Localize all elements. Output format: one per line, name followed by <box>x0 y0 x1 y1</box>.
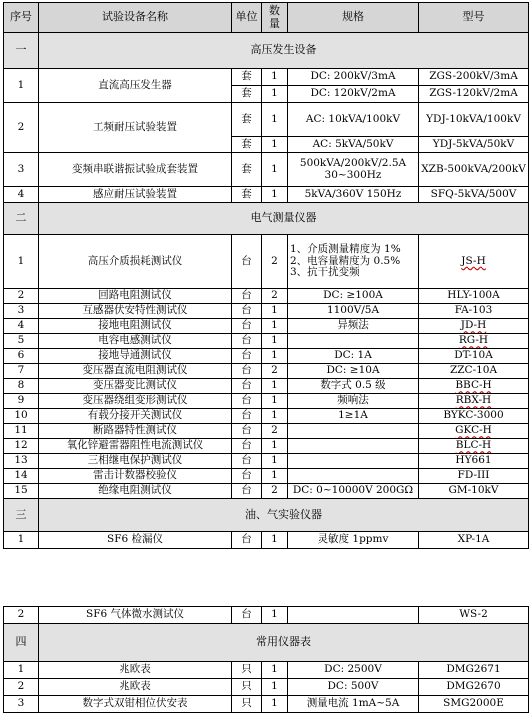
cell-unit: 台 <box>232 454 262 469</box>
section-row <box>4 499 529 532</box>
cell-model: XP-1A <box>419 532 529 549</box>
table-row <box>4 532 529 549</box>
table-row <box>4 424 529 439</box>
cell-no: 4 <box>4 187 39 203</box>
cell-model: BYKC-3000 <box>419 409 529 424</box>
cell-name: 变频串联谐振试验成套装置 <box>39 153 232 187</box>
section-number: 二 <box>4 203 39 235</box>
cell-no: 8 <box>4 379 39 394</box>
cell-spec: AC: 5kVA/50kV <box>288 137 419 153</box>
cell-model: ZZC-10A <box>419 364 529 379</box>
cell-name: 接地电阻测试仪 <box>39 319 232 334</box>
cell-spec: DC: 500V <box>288 679 419 696</box>
cell-name: 变压器变比测试仪 <box>39 379 232 394</box>
cell-unit: 台 <box>232 304 262 319</box>
cell-name: 互感器伏安特性测试仪 <box>39 304 232 319</box>
cell-unit: 台 <box>232 439 262 454</box>
cell-no: 2 <box>4 289 39 304</box>
cell-no: 7 <box>4 364 39 379</box>
cell-no: 3 <box>4 696 39 713</box>
cell-no: 6 <box>4 349 39 364</box>
cell-name: 感应耐压试验装置 <box>39 187 232 203</box>
cell-model: ZGS-200kV/3mA <box>419 69 529 86</box>
cell-qty: 1 <box>262 103 288 137</box>
cell-qty: 1 <box>262 187 288 203</box>
cell-spec: DC: 0~10000V 200GΩ <box>288 484 419 499</box>
cell-name: 兆欧表 <box>39 662 232 679</box>
section-row <box>4 624 529 662</box>
cell-qty: 1 <box>262 469 288 484</box>
cell-qty: 1 <box>262 153 288 187</box>
cell-name: 绝缘电阻测试仪 <box>39 484 232 499</box>
cell-model: SFQ-5kVA/500V <box>419 187 529 203</box>
cell-model: YDJ-10kVA/100kV <box>419 103 529 137</box>
cell-name: 变压器直流电阻测试仪 <box>39 364 232 379</box>
cell-qty: 1 <box>262 304 288 319</box>
cell-no: 2 <box>4 679 39 696</box>
cell-model: HY661 <box>419 454 529 469</box>
cell-qty: 1 <box>262 662 288 679</box>
cell-no: 1 <box>4 69 39 103</box>
table-row <box>4 289 529 304</box>
header-qty: 数量 <box>262 3 288 33</box>
cell-qty: 2 <box>262 484 288 499</box>
cell-unit: 只 <box>232 679 262 696</box>
cell-model: FD-III <box>419 469 529 484</box>
cell-name: 断路器特性测试仪 <box>39 424 232 439</box>
cell-spec: 1100V/5A <box>288 304 419 319</box>
cell-name: SF6 气体微水测试仪 <box>39 607 232 624</box>
cell-unit: 台 <box>232 235 262 289</box>
cell-no: 2 <box>4 607 39 624</box>
cell-qty: 1 <box>262 454 288 469</box>
cell-name: 电容电感测试仪 <box>39 334 232 349</box>
table-row <box>4 103 529 137</box>
cell-no: 1 <box>4 532 39 549</box>
cell-unit: 套 <box>232 69 262 86</box>
table-row <box>4 153 529 187</box>
cell-no: 5 <box>4 334 39 349</box>
cell-spec: 1≥1A <box>288 409 419 424</box>
cell-model: DMG2670 <box>419 679 529 696</box>
cell-spec: 异频法 <box>288 319 419 334</box>
table-row <box>4 235 529 289</box>
cell-unit: 只 <box>232 662 262 679</box>
table-row <box>4 304 529 319</box>
cell-qty: 1 <box>262 349 288 364</box>
header-model: 型号 <box>419 3 529 33</box>
cell-spec: AC: 10kVA/100kV <box>288 103 419 137</box>
cell-no: 15 <box>4 484 39 499</box>
table-row <box>4 187 529 203</box>
cell-unit: 台 <box>232 364 262 379</box>
table-row <box>4 696 529 713</box>
cell-spec: 1、介质测量精度为 1% 2、电容量精度为 0.5% 3、抗干扰变频 <box>288 235 419 289</box>
header-unit: 单位 <box>232 3 262 33</box>
cell-unit: 台 <box>232 484 262 499</box>
cell-qty: 1 <box>262 69 288 86</box>
cell-unit: 台 <box>232 394 262 409</box>
cell-name: 氧化锌避雷器阻性电流测试仪 <box>39 439 232 454</box>
cell-model: XZB-500kVA/200kV <box>419 153 529 187</box>
cell-model: BBC-H <box>419 379 529 394</box>
cell-no: 9 <box>4 394 39 409</box>
cell-unit: 台 <box>232 607 262 624</box>
table-row <box>4 334 529 349</box>
section-row <box>4 33 529 69</box>
section-title: 油、气实验仪器 <box>39 499 529 532</box>
section-title: 常用仪器表 <box>39 624 529 662</box>
cell-qty: 1 <box>262 334 288 349</box>
cell-no: 2 <box>4 103 39 153</box>
section-number: 三 <box>4 499 39 532</box>
cell-name: 直流高压发生器 <box>39 69 232 103</box>
cell-qty: 2 <box>262 364 288 379</box>
table-row <box>4 484 529 499</box>
cell-spec: DC: 120kV/2mA <box>288 86 419 103</box>
header-name: 试验设备名称 <box>39 3 232 33</box>
section-row <box>4 203 529 235</box>
cell-qty: 1 <box>262 319 288 334</box>
cell-name: 三相继电保护测试仪 <box>39 454 232 469</box>
cell-spec: DC: ≥100A <box>288 289 419 304</box>
cell-no: 3 <box>4 153 39 187</box>
table-row <box>4 379 529 394</box>
table-row <box>4 679 529 696</box>
cell-name: 变压器绕组变形测试仪 <box>39 394 232 409</box>
table-row <box>4 607 529 624</box>
cell-unit: 台 <box>232 469 262 484</box>
cell-qty: 1 <box>262 439 288 454</box>
table-row <box>4 454 529 469</box>
cell-name: 工频耐压试验装置 <box>39 103 232 153</box>
cell-unit: 只 <box>232 696 262 713</box>
cell-no: 12 <box>4 439 39 454</box>
cell-model: RG-H <box>419 334 529 349</box>
cell-name: 数字式双钳相位伏安表 <box>39 696 232 713</box>
cell-spec <box>288 454 419 469</box>
cell-qty: 1 <box>262 679 288 696</box>
cell-model: YDJ-5kVA/50kV <box>419 137 529 153</box>
cell-spec: DC: 200kV/3mA <box>288 69 419 86</box>
cell-model: GKC-H <box>419 424 529 439</box>
table-row <box>4 69 529 86</box>
cell-spec: 频响法 <box>288 394 419 409</box>
cell-model: GM-10kV <box>419 484 529 499</box>
cell-no: 10 <box>4 409 39 424</box>
cell-spec: 数字式 0.5 级 <box>288 379 419 394</box>
section-number: 一 <box>4 33 39 69</box>
cell-unit: 台 <box>232 409 262 424</box>
cell-unit: 套 <box>232 153 262 187</box>
cell-name: 回路电阻测试仪 <box>39 289 232 304</box>
table-row <box>4 394 529 409</box>
cell-no: 1 <box>4 235 39 289</box>
section-title: 电气测量仪器 <box>39 203 529 235</box>
cell-no: 13 <box>4 454 39 469</box>
cell-unit: 台 <box>232 289 262 304</box>
cell-name: 雷击计数器校验仪 <box>39 469 232 484</box>
cell-name: 接地导通测试仪 <box>39 349 232 364</box>
cell-model: FA-103 <box>419 304 529 319</box>
header-seq: 序号 <box>4 3 39 33</box>
cell-qty: 1 <box>262 394 288 409</box>
cell-model: JS-H <box>419 235 529 289</box>
cell-unit: 套 <box>232 187 262 203</box>
cell-qty: 1 <box>262 607 288 624</box>
cell-name: SF6 检漏仪 <box>39 532 232 549</box>
table-row <box>4 439 529 454</box>
cell-spec: 灵敏度 1ppmv <box>288 532 419 549</box>
cell-model: BLC-H <box>419 439 529 454</box>
header-row <box>4 3 529 33</box>
cell-unit: 台 <box>232 349 262 364</box>
cell-qty: 2 <box>262 235 288 289</box>
cell-name: 兆欧表 <box>39 679 232 696</box>
table-row <box>4 409 529 424</box>
cell-name: 高压介质损耗测试仪 <box>39 235 232 289</box>
table-row <box>4 319 529 334</box>
table-row <box>4 364 529 379</box>
cell-unit: 套 <box>232 86 262 103</box>
cell-unit: 台 <box>232 424 262 439</box>
cell-unit: 台 <box>232 334 262 349</box>
equipment-table <box>3 2 529 549</box>
cell-model: SMG2000E <box>419 696 529 713</box>
cell-no: 4 <box>4 319 39 334</box>
cell-name: 有载分接开关测试仪 <box>39 409 232 424</box>
cell-unit: 台 <box>232 319 262 334</box>
cell-spec <box>288 607 419 624</box>
cell-unit: 套 <box>232 103 262 137</box>
cell-no: 14 <box>4 469 39 484</box>
cell-qty: 1 <box>262 86 288 103</box>
cell-spec: 500kVA/200kV/2.5A 30~300Hz <box>288 153 419 187</box>
cell-spec <box>288 424 419 439</box>
table-row <box>4 662 529 679</box>
equipment-table-continued <box>3 606 529 713</box>
cell-qty: 1 <box>262 532 288 549</box>
cell-qty: 1 <box>262 409 288 424</box>
cell-model: WS-2 <box>419 607 529 624</box>
cell-spec: DC: 2500V <box>288 662 419 679</box>
cell-spec: DC: 1A <box>288 349 419 364</box>
cell-model: JD-H <box>419 319 529 334</box>
header-spec: 规格 <box>288 3 419 33</box>
cell-no: 3 <box>4 304 39 319</box>
cell-spec: DC: ≥10A <box>288 364 419 379</box>
table-row <box>4 469 529 484</box>
cell-qty: 1 <box>262 696 288 713</box>
cell-unit: 台 <box>232 379 262 394</box>
cell-unit: 套 <box>232 137 262 153</box>
section-number: 四 <box>4 624 39 662</box>
cell-unit: 台 <box>232 532 262 549</box>
cell-spec: 5kVA/360V 150Hz <box>288 187 419 203</box>
cell-model: ZGS-120kV/2mA <box>419 86 529 103</box>
cell-model: DT-10A <box>419 349 529 364</box>
cell-spec <box>288 334 419 349</box>
cell-no: 1 <box>4 662 39 679</box>
cell-model: DMG2671 <box>419 662 529 679</box>
cell-qty: 2 <box>262 289 288 304</box>
cell-qty: 2 <box>262 424 288 439</box>
section-title: 高压发生设备 <box>39 33 529 69</box>
cell-spec <box>288 439 419 454</box>
cell-spec <box>288 469 419 484</box>
cell-qty: 1 <box>262 379 288 394</box>
cell-model: HLY-100A <box>419 289 529 304</box>
cell-model: RBX-H <box>419 394 529 409</box>
cell-no: 11 <box>4 424 39 439</box>
table-row <box>4 349 529 364</box>
cell-spec: 测量电流 1mA~5A <box>288 696 419 713</box>
cell-qty: 1 <box>262 137 288 153</box>
